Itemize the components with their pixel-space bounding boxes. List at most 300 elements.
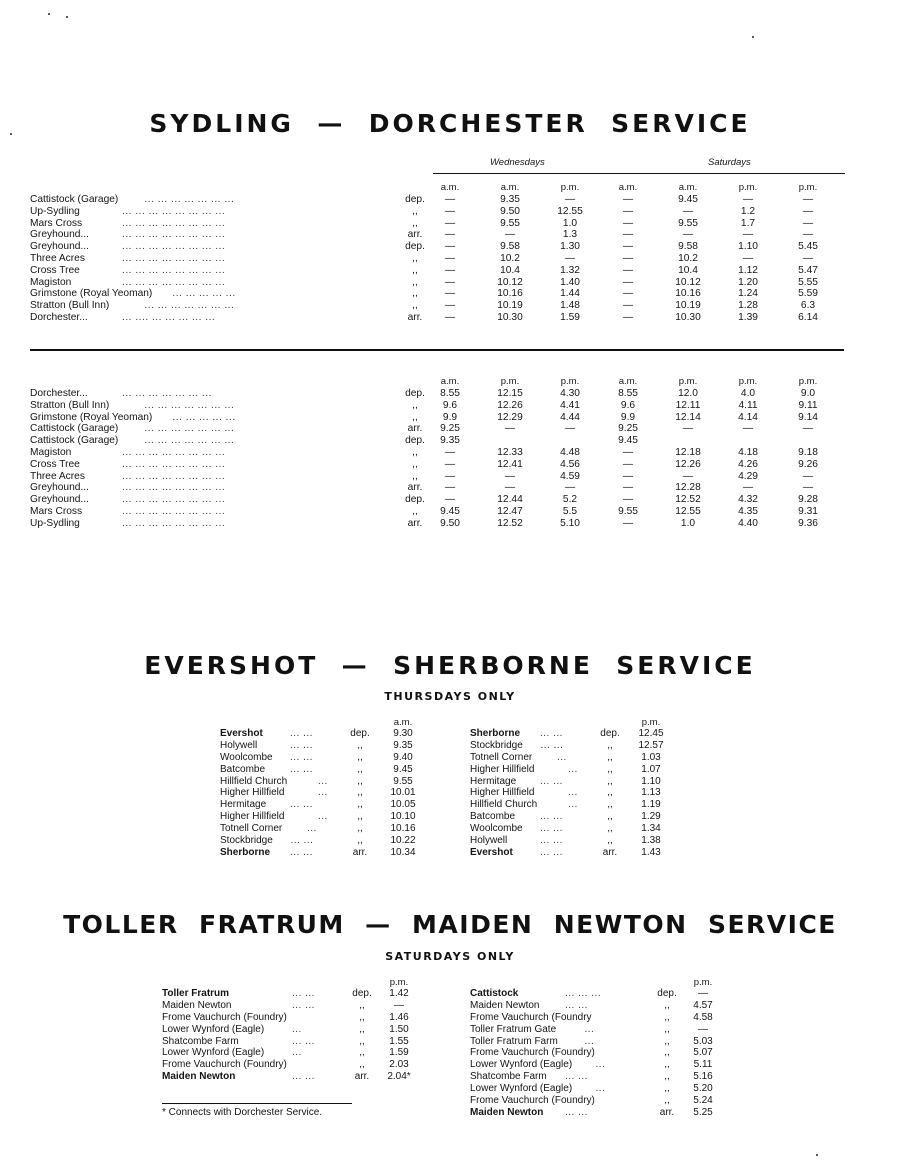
leader-dots: ... ... (540, 811, 563, 823)
period-label: a.m. (393, 717, 413, 728)
time-cell: 1.0 (562, 217, 578, 229)
arr-dep-mark: ,, (357, 823, 363, 835)
station-name: Greyhound... (30, 494, 89, 506)
sydling-inbound-timetable (30, 376, 860, 530)
table-row (162, 1036, 422, 1048)
time-cell: — (622, 217, 634, 229)
time-cell: 9.55 (678, 217, 698, 229)
arr-dep-mark: ,, (664, 1095, 670, 1107)
period-label: p.m. (738, 376, 758, 387)
leader-dots: ... ... (540, 835, 563, 847)
station-name: Frome Vauchurch (Foundry) (470, 1047, 595, 1059)
station-name: Cattistock (Garage) (30, 194, 119, 205)
leader-dots: ... ... (540, 739, 564, 751)
station-name: Woolcombe (220, 751, 273, 763)
station-name: Frome Vauchurch (Foundry) (162, 1011, 287, 1023)
leader-dots: ... (568, 787, 578, 799)
station-name: Batcombe (220, 763, 266, 775)
station-name: Totnell Corner (220, 823, 283, 835)
time-cell: 5.59 (798, 288, 818, 300)
time-cell: — (622, 494, 634, 506)
time-cell: — (564, 194, 576, 205)
arr-dep-mark: dep. (352, 988, 372, 999)
time-cell: — (742, 194, 754, 205)
scan-speck (66, 16, 68, 18)
time-cell: — (622, 194, 634, 205)
time-cell: 10.16 (497, 288, 523, 300)
leader-dots: ... ... ... ... ... ... ... (144, 194, 235, 205)
arr-dep-mark: dep. (405, 435, 425, 447)
arr-dep-mark: ,, (412, 300, 418, 312)
table-row (470, 1036, 730, 1048)
period-label: p.m. (500, 376, 520, 387)
leader-dots: ... (595, 1059, 606, 1071)
station-name: Hillfield Church (470, 799, 538, 811)
time-cell: 1.50 (389, 1023, 409, 1035)
station-name: Dorchester... (30, 388, 88, 399)
time-cell: 10.22 (390, 835, 416, 847)
time-cell: 9.9 (442, 411, 458, 423)
station-name: Three Acres (30, 470, 85, 482)
leader-dots: ... ... (290, 763, 313, 775)
time-cell: 5.16 (693, 1071, 713, 1083)
time-cell: — (622, 482, 634, 494)
table-row (30, 241, 860, 253)
station-name: Grimstone (Royal Yeoman) (30, 411, 153, 423)
station-name: Higher Hillfield (470, 787, 535, 799)
time-cell: — (802, 194, 814, 205)
leader-dots: ... ... (290, 846, 313, 858)
table-row (162, 1000, 422, 1012)
scan-speck (48, 13, 50, 15)
time-cell: 9.0 (800, 388, 816, 399)
time-cell: 10.34 (390, 846, 416, 858)
arr-dep-mark: ,, (359, 1047, 365, 1059)
arr-dep-mark: ,, (357, 835, 363, 847)
station-name: Toller Fratrum (162, 988, 230, 999)
station-name: Stratton (Bull Inn) (30, 399, 110, 411)
table-row (470, 740, 670, 752)
arr-dep-mark: ,, (607, 823, 613, 835)
toller-service-title: TOLLER FRATRUM — MAIDEN NEWTON SERVICE (63, 910, 837, 939)
leader-dots: ... .... ... ... ... ... ... (122, 311, 216, 323)
time-cell: — (564, 423, 576, 435)
leader-dots: ... ... ... ... ... ... ... ... (122, 446, 226, 458)
leader-dots: ... ... ... ... ... ... ... ... (122, 482, 226, 494)
time-cell: 1.2 (740, 205, 756, 217)
table-row (30, 471, 860, 483)
time-cell: — (622, 300, 634, 312)
leader-dots: ... (557, 751, 567, 763)
arr-dep-mark: ,, (359, 999, 365, 1011)
station-name: Cattistock (Garage) (30, 423, 119, 435)
time-cell: 10.16 (390, 823, 416, 835)
arr-dep-mark: ,, (412, 288, 418, 300)
time-cell: — (622, 252, 634, 264)
time-cell: 9.28 (798, 494, 818, 506)
time-cell: 12.18 (675, 446, 701, 458)
arr-dep-mark: ,, (664, 1083, 670, 1095)
table-row (470, 823, 670, 835)
arr-dep-mark: ,, (412, 205, 418, 217)
time-cell: — (444, 194, 456, 205)
time-cell: — (394, 999, 404, 1011)
time-cell: 9.26 (798, 458, 818, 470)
time-cell: 12.11 (675, 399, 701, 411)
time-cell: 5.47 (798, 264, 818, 276)
leader-dots: ... (595, 1083, 606, 1095)
time-cell: 5.20 (693, 1083, 713, 1095)
time-cell: 1.59 (389, 1047, 409, 1059)
leader-dots: ... ... (292, 1035, 315, 1047)
table-row (162, 1047, 422, 1059)
station-name: Holywell (220, 739, 258, 751)
period-header-row (220, 717, 420, 728)
time-cell: — (742, 482, 754, 494)
leader-dots: ... ... ... (565, 988, 602, 999)
time-cell: — (444, 217, 456, 229)
station-name: Frome Vauchurch (Foundry) (470, 1095, 595, 1107)
time-cell: 1.42 (389, 988, 409, 999)
arr-dep-mark: ,, (359, 1011, 365, 1023)
time-cell: 9.40 (393, 751, 413, 763)
table-row (30, 506, 860, 518)
time-cell: 4.41 (560, 399, 580, 411)
time-cell: — (682, 229, 694, 241)
station-name: Hermitage (470, 775, 517, 787)
time-cell: 12.55 (675, 505, 701, 517)
table-row (470, 1047, 730, 1059)
table-row (30, 423, 860, 435)
table-row (470, 1012, 730, 1024)
time-cell: 4.35 (738, 505, 758, 517)
leader-dots: ... ... (540, 823, 563, 835)
time-cell: 1.40 (560, 276, 580, 288)
leader-dots: ... ... ... ... ... ... ... ... (122, 494, 226, 506)
arr-dep-mark: ,, (359, 1059, 365, 1071)
toller-right-timetable (470, 977, 730, 1119)
section-divider (30, 349, 844, 351)
arr-dep-mark: ,, (359, 1023, 365, 1035)
time-cell: 1.38 (641, 835, 661, 847)
time-cell: 9.55 (500, 217, 520, 229)
time-cell: 10.4 (678, 264, 698, 276)
table-row (162, 1071, 422, 1083)
leader-dots: ... ... ... ... ... ... ... ... (122, 276, 226, 288)
leader-dots: ... (318, 787, 328, 799)
station-name: Stockbridge (470, 739, 523, 751)
time-cell: 12.52 (675, 494, 701, 506)
time-cell: — (622, 288, 634, 300)
time-cell: 10.01 (390, 787, 416, 799)
table-row (220, 799, 420, 811)
leader-dots: ... ... ... ... ... ... ... (144, 423, 235, 435)
station-name: Sherborne (470, 728, 521, 739)
table-row (162, 988, 422, 1000)
leader-dots: ... (568, 763, 578, 775)
table-row (30, 265, 860, 277)
table-row (30, 194, 860, 206)
time-cell: — (682, 205, 694, 217)
header-rule (433, 173, 845, 174)
arr-dep-mark: ,, (664, 1059, 670, 1071)
time-cell: — (698, 988, 708, 999)
time-cell: 4.14 (738, 411, 758, 423)
leader-dots: ... ... ... ... ... ... ... ... (122, 205, 226, 217)
time-cell: 12.15 (497, 388, 523, 399)
table-row (470, 1107, 730, 1119)
period-label: p.m. (560, 182, 580, 193)
time-cell: 9.31 (798, 505, 818, 517)
time-cell: 12.52 (497, 517, 523, 529)
station-name: Hermitage (220, 799, 267, 811)
time-cell: 4.0 (740, 388, 756, 399)
arr-dep-mark: ,, (357, 739, 363, 751)
table-row (470, 799, 670, 811)
time-cell: 12.0 (678, 388, 698, 399)
period-label: p.m. (798, 376, 818, 387)
table-row (220, 728, 420, 740)
time-cell: 9.9 (620, 411, 636, 423)
leader-dots: ... ... (540, 775, 563, 787)
footnote: * Connects with Dorchester Service. (162, 1107, 323, 1118)
station-name: Up-Sydling (30, 517, 80, 529)
station-name: Sherborne (220, 846, 271, 858)
time-cell: — (444, 311, 456, 323)
table-row (220, 847, 420, 859)
time-cell: 1.10 (641, 775, 661, 787)
time-cell: 1.19 (641, 799, 661, 811)
station-name: Lower Wynford (Eagle) (470, 1059, 573, 1071)
leader-dots: ... ... (290, 728, 313, 739)
time-cell: 12.47 (497, 505, 523, 517)
table-row (30, 447, 860, 459)
station-name: Up-Sydling (30, 205, 80, 217)
time-cell: 1.3 (562, 229, 578, 241)
arr-dep-mark: ,, (359, 1035, 365, 1047)
time-cell: 9.25 (440, 423, 460, 435)
table-row (470, 1083, 730, 1095)
station-name: Holywell (470, 835, 508, 847)
time-cell: 4.58 (693, 1011, 713, 1023)
time-cell: 12.57 (638, 739, 664, 751)
time-cell: 1.44 (560, 288, 580, 300)
period-label: a.m. (440, 376, 460, 387)
time-cell: 9.50 (440, 517, 460, 529)
station-name: Woolcombe (470, 823, 523, 835)
arr-dep-mark: ,, (607, 799, 613, 811)
period-label: p.m. (641, 717, 661, 728)
arr-dep-mark: arr. (352, 846, 368, 858)
sydling-outbound-timetable (30, 182, 860, 324)
table-row (220, 823, 420, 835)
arr-dep-mark: ,, (357, 787, 363, 799)
time-cell: 12.44 (497, 494, 523, 506)
time-cell: — (802, 205, 814, 217)
time-cell: 9.45 (393, 763, 413, 775)
leader-dots: ... ... (565, 1106, 588, 1118)
scan-speck (10, 133, 12, 135)
time-cell: — (622, 446, 634, 458)
arr-dep-mark: ,, (357, 799, 363, 811)
time-cell: — (504, 423, 516, 435)
station-name: Higher Hillfield (220, 787, 285, 799)
table-row (470, 988, 730, 1000)
leader-dots: ... (584, 1035, 595, 1047)
leader-dots: ... ... ... ... ... ... ... ... (122, 264, 226, 276)
time-cell: 10.30 (497, 311, 523, 323)
leader-dots: ... (292, 1047, 302, 1059)
station-name: Greyhound... (30, 229, 89, 241)
table-row (30, 277, 860, 289)
table-row (470, 1071, 730, 1083)
leader-dots: ... ... (290, 799, 313, 811)
period-label: p.m. (738, 182, 758, 193)
table-row (470, 728, 670, 740)
table-row (470, 1059, 730, 1071)
arr-dep-mark: arr. (407, 423, 423, 435)
time-cell: 9.50 (500, 205, 520, 217)
time-cell: 8.55 (618, 388, 638, 399)
time-cell: 1.10 (738, 241, 758, 253)
table-row (470, 1095, 730, 1107)
time-cell: 2.04* (387, 1071, 411, 1083)
time-cell: 12.26 (675, 458, 701, 470)
time-cell: 5.07 (693, 1047, 713, 1059)
leader-dots: ... ... (292, 988, 315, 999)
station-name: Hillfield Church (220, 775, 288, 787)
station-name: Cross Tree (30, 458, 80, 470)
station-name: Stockbridge (220, 835, 273, 847)
arr-dep-mark: ,, (664, 1035, 670, 1047)
arr-dep-mark: ,, (357, 775, 363, 787)
period-header-row (30, 182, 860, 194)
station-name: Stratton (Bull Inn) (30, 300, 110, 312)
time-cell: — (444, 241, 456, 253)
time-cell: — (802, 217, 814, 229)
arr-dep-mark: dep. (600, 728, 620, 739)
time-cell: — (742, 229, 754, 241)
time-cell: 10.30 (675, 311, 701, 323)
station-name: Maiden Newton (470, 1106, 544, 1118)
time-cell: 9.14 (798, 411, 818, 423)
arr-dep-mark: ,, (607, 763, 613, 775)
station-name: Evershot (470, 846, 513, 858)
time-cell: 9.35 (440, 435, 460, 447)
time-cell: 12.29 (497, 411, 523, 423)
station-name: Three Acres (30, 252, 85, 264)
table-row (30, 494, 860, 506)
time-cell: 4.18 (738, 446, 758, 458)
table-row (470, 847, 670, 859)
leader-dots: ... (307, 823, 317, 835)
time-cell: 12.14 (675, 411, 701, 423)
leader-dots: ... ... ... ... ... ... ... ... (122, 458, 226, 470)
time-cell: 9.55 (393, 775, 413, 787)
period-label: p.m. (678, 376, 698, 387)
arr-dep-mark: dep. (350, 728, 370, 739)
time-cell: 5.03 (693, 1035, 713, 1047)
table-row (220, 811, 420, 823)
wednesdays-header: Wednesdays (490, 157, 545, 168)
table-row (30, 218, 860, 230)
station-name: Grimstone (Royal Yeoman) (30, 288, 153, 300)
leader-dots: ... (568, 799, 578, 811)
time-cell: 10.4 (500, 264, 520, 276)
time-cell: 9.45 (678, 194, 698, 205)
station-name: Maiden Newton (162, 999, 232, 1011)
leader-dots: ... ... (565, 1071, 588, 1083)
time-cell: 10.16 (675, 288, 701, 300)
time-cell: — (564, 252, 576, 264)
arr-dep-mark: ,, (607, 835, 613, 847)
arr-dep-mark: arr. (602, 846, 618, 858)
period-label: a.m. (678, 182, 698, 193)
time-cell: 1.29 (641, 811, 661, 823)
time-cell: 5.11 (693, 1059, 713, 1071)
time-cell: — (564, 482, 576, 494)
time-cell: 5.25 (693, 1106, 713, 1118)
arr-dep-mark: ,, (412, 446, 418, 458)
leader-dots: ... ... (292, 1071, 315, 1083)
time-cell: — (682, 470, 694, 482)
leader-dots: ... ... ... ... ... ... ... ... (122, 505, 226, 517)
time-cell: — (444, 288, 456, 300)
table-row (30, 482, 860, 494)
time-cell: — (742, 252, 754, 264)
time-cell: 1.55 (389, 1035, 409, 1047)
arr-dep-mark: dep. (405, 388, 425, 399)
time-cell: — (504, 229, 516, 241)
time-cell: 4.56 (560, 458, 580, 470)
time-cell: — (622, 276, 634, 288)
station-name: Totnell Corner (470, 751, 533, 763)
station-name: Higher Hillfield (220, 811, 285, 823)
period-label: p.m. (560, 376, 580, 387)
time-cell: 5.10 (560, 517, 580, 529)
time-cell: 8.55 (440, 388, 460, 399)
table-row (30, 206, 860, 218)
time-cell: 4.44 (560, 411, 580, 423)
time-cell: 1.39 (738, 311, 758, 323)
time-cell: 9.30 (393, 728, 413, 739)
arr-dep-mark: dep. (405, 194, 425, 205)
leader-dots: ... ... (565, 999, 588, 1011)
time-cell: — (444, 276, 456, 288)
station-name: Toller Fratrum Farm (470, 1035, 558, 1047)
leader-dots: ... ... (292, 999, 315, 1011)
period-header-row (470, 977, 730, 988)
leader-dots: ... ... ... ... ... (172, 411, 236, 423)
time-cell: 1.12 (738, 264, 758, 276)
time-cell: — (622, 470, 634, 482)
time-cell: 5.55 (798, 276, 818, 288)
time-cell: 1.32 (560, 264, 580, 276)
arr-dep-mark: ,, (607, 775, 613, 787)
time-cell: — (802, 470, 814, 482)
time-cell: 12.45 (638, 728, 664, 739)
station-name: Maiden Newton (162, 1071, 236, 1083)
station-name: Cross Tree (30, 264, 80, 276)
leader-dots: ... ... ... ... ... ... ... ... (122, 229, 226, 241)
table-row (220, 787, 420, 799)
evershot-right-timetable (470, 717, 670, 859)
station-name: Lower Wynford (Eagle) (470, 1083, 573, 1095)
table-row (470, 764, 670, 776)
arr-dep-mark: dep. (657, 988, 677, 999)
arr-dep-mark: ,, (412, 217, 418, 229)
leader-dots: ... ... ... ... ... ... ... (144, 300, 235, 312)
